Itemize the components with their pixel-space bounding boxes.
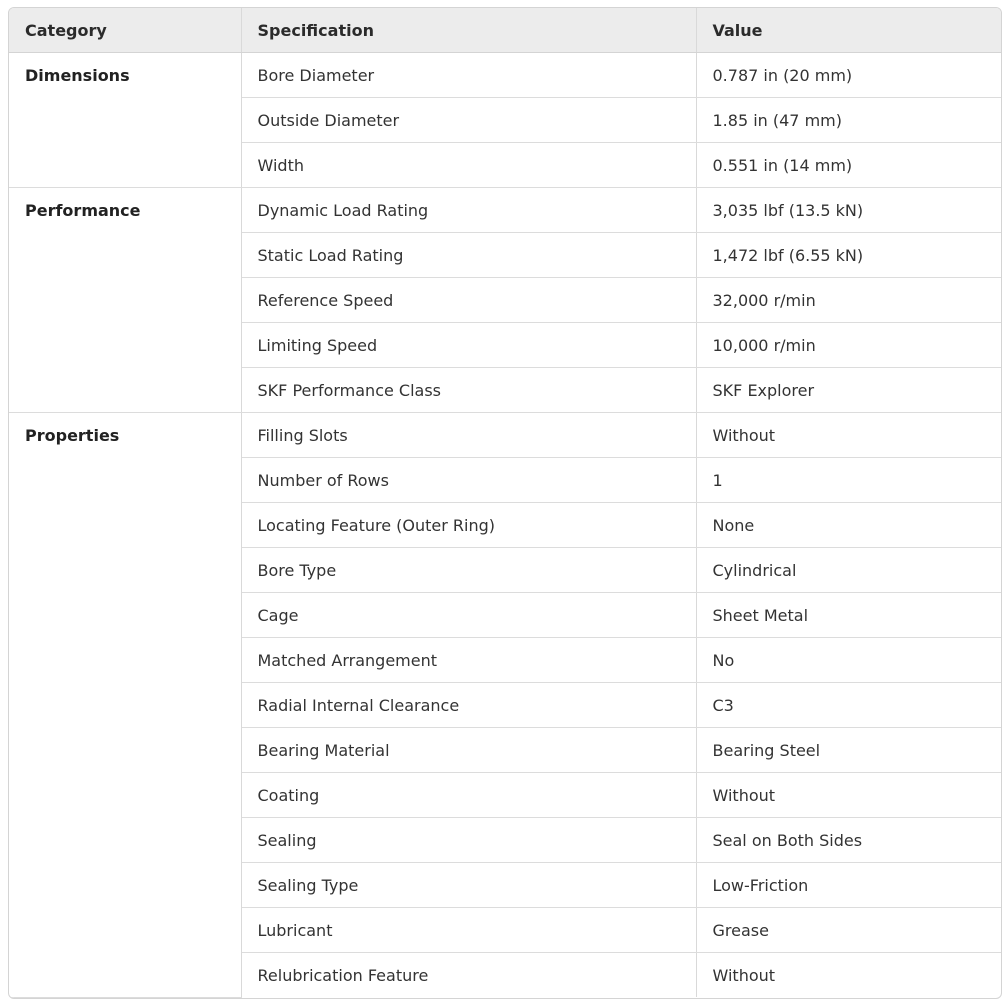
value-cell: Low-Friction xyxy=(696,863,1001,908)
table-row xyxy=(9,863,1001,908)
table-row xyxy=(9,593,1001,638)
spec-table xyxy=(9,8,1001,998)
table-row xyxy=(9,413,1001,458)
specification-cell: Reference Speed xyxy=(241,278,696,323)
category-cell: Performance xyxy=(9,188,241,233)
value-cell: No xyxy=(696,638,1001,683)
category-cell: Properties xyxy=(9,413,241,458)
table-row xyxy=(9,683,1001,728)
table-row xyxy=(9,143,1001,188)
header-value: Value xyxy=(696,8,1001,53)
specification-cell: Coating xyxy=(241,773,696,818)
category-cell xyxy=(9,503,241,548)
specification-cell: SKF Performance Class xyxy=(241,368,696,413)
value-cell: Bearing Steel xyxy=(696,728,1001,773)
category-cell xyxy=(9,638,241,683)
value-cell: 32,000 r/min xyxy=(696,278,1001,323)
specification-cell: Matched Arrangement xyxy=(241,638,696,683)
specification-cell: Locating Feature (Outer Ring) xyxy=(241,503,696,548)
header-specification: Specification xyxy=(241,8,696,53)
category-cell xyxy=(9,143,241,188)
category-cell xyxy=(9,908,241,953)
table-row xyxy=(9,98,1001,143)
category-cell xyxy=(9,233,241,278)
category-cell xyxy=(9,368,241,413)
value-cell: 0.551 in (14 mm) xyxy=(696,143,1001,188)
category-cell xyxy=(9,728,241,773)
specification-cell: Number of Rows xyxy=(241,458,696,503)
specification-cell: Sealing xyxy=(241,818,696,863)
value-cell: Without xyxy=(712,965,776,985)
specification-cell: Width xyxy=(241,143,696,188)
category-cell xyxy=(9,953,241,998)
spec-table-container xyxy=(8,7,1002,999)
table-header xyxy=(9,8,1001,53)
value-cell: 1.85 in (47 mm) xyxy=(696,98,1001,143)
specification-cell: Lubricant xyxy=(241,908,696,953)
table-row xyxy=(9,278,1001,323)
category-cell xyxy=(9,818,241,863)
value-cell: Sheet Metal xyxy=(696,593,1001,638)
category-cell xyxy=(9,323,241,368)
value-cell: SKF Explorer xyxy=(696,368,1001,413)
category-cell xyxy=(9,773,241,818)
specification-cell: Filling Slots xyxy=(241,413,696,458)
table-row xyxy=(9,773,1001,818)
value-cell: C3 xyxy=(696,683,1001,728)
specification-cell: Relubrication Feature xyxy=(241,953,696,998)
category-cell xyxy=(9,278,241,323)
value-cell: 10,000 r/min xyxy=(696,323,1001,368)
category-cell xyxy=(9,458,241,503)
specification-cell: Bore Diameter xyxy=(241,53,696,98)
specification-cell: Sealing Type xyxy=(241,863,696,908)
table-row xyxy=(9,638,1001,683)
value-cell: 1,472 lbf (6.55 kN) xyxy=(696,233,1001,278)
table-row xyxy=(9,818,1001,863)
category-cell xyxy=(9,98,241,143)
category-cell xyxy=(9,863,241,908)
value-cell: 3,035 lbf (13.5 kN) xyxy=(696,188,1001,233)
table-body xyxy=(9,53,1001,998)
category-cell xyxy=(9,593,241,638)
specification-cell: Bearing Material xyxy=(241,728,696,773)
value-cell: Without xyxy=(696,413,1001,458)
table-row xyxy=(9,728,1001,773)
specification-cell: Radial Internal Clearance xyxy=(241,683,696,728)
value-cell: Seal on Both Sides xyxy=(696,818,1001,863)
table-row xyxy=(9,368,1001,413)
value-cell: 1 xyxy=(696,458,1001,503)
specification-cell: Outside Diameter xyxy=(241,98,696,143)
table-row xyxy=(9,188,1001,233)
specification-cell: Cage xyxy=(241,593,696,638)
table-row xyxy=(9,458,1001,503)
table-row xyxy=(9,323,1001,368)
specification-cell: Dynamic Load Rating xyxy=(241,188,696,233)
table-row xyxy=(9,233,1001,278)
table-row xyxy=(9,503,1001,548)
table-row xyxy=(9,548,1001,593)
value-cell: Without xyxy=(696,773,1001,818)
table-row xyxy=(9,953,1001,998)
table-row xyxy=(9,53,1001,98)
category-cell xyxy=(9,683,241,728)
specification-cell: Bore Type xyxy=(241,548,696,593)
category-cell xyxy=(9,548,241,593)
category-cell: Dimensions xyxy=(9,53,241,98)
value-cell: Cylindrical xyxy=(696,548,1001,593)
table-row xyxy=(9,908,1001,953)
specification-cell: Static Load Rating xyxy=(241,233,696,278)
value-cell: Grease xyxy=(696,908,1001,953)
header-category: Category xyxy=(9,8,241,53)
specification-cell: Limiting Speed xyxy=(241,323,696,368)
value-cell: None xyxy=(696,503,1001,548)
value-cell: 0.787 in (20 mm) xyxy=(696,53,1001,98)
header-row xyxy=(9,8,1001,53)
